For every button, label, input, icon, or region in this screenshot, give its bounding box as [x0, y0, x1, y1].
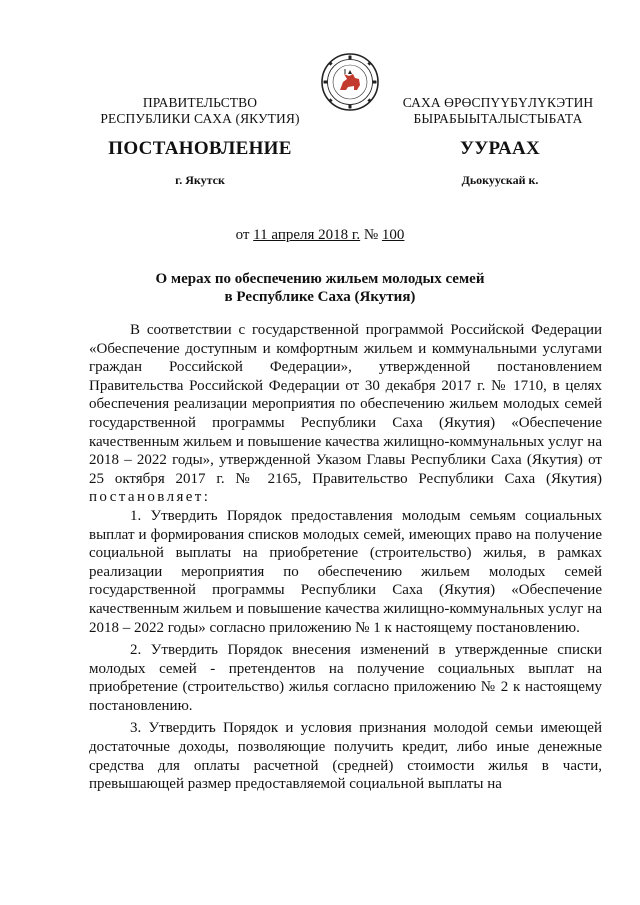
government-name-line2: РЕСПУБЛИКИ САХА (ЯКУТИЯ) [100, 111, 300, 126]
government-name-russian [95, 95, 305, 127]
intro-paragraph [89, 321, 602, 507]
doc-type-sakha: УУРААХ [459, 138, 541, 159]
decree-title-line1: О мерах по обеспечению жильем молодых семей [155, 271, 485, 287]
government-name-sakha-line2: БЫРАБЫЫТАЛЫСТЫБАТА [413, 111, 583, 126]
item-1: 1. Утвердить Порядок предоставления молодым семьям социальных выплат и формирования списков молодых семей, имеющих право на получение социальной выплаты на приобретение (строительство) жилья, в рамках реализации мероприятия по обеспечению жильем молодых семей государственной программы Республики Саха (Якутия) «Обеспечение качественным жильем и повышение качества жилищно-коммунальных услуг на 2018 – 2022 годы» согласно приложению № 1 к настоящему постановлению. [89, 507, 602, 636]
date-prefix: от [235, 227, 250, 243]
intro-text: В соответствии с государственной программой Российской Федерации «Обеспечение доступным и комфортным жильем и коммунальными услугами граждан Российской Федерации», утвержденной постановлением Правительства Российской Федерации от 30 декабря 2017 г. № 1710, в целях обеспечения реализации мероприятия по обеспечению жильем молодых семей государственной программы Республики Саха (Якутия) «Обеспечение качественным жильем и повышение качества жилищно-коммунальных услуг на 2018 – 2022 годы», утвержденной Указом Главы Республики Саха (Якутия) от 25 октября 2017 г. № 2165, Правительство Республики Саха (Якутия) [89, 322, 602, 487]
government-name-sakha [393, 95, 603, 127]
number-prefix: № [363, 227, 379, 243]
decree-body [89, 321, 602, 794]
decree-title [100, 270, 540, 306]
decree-number: 100 [381, 227, 405, 243]
decrees-word: постановляет: [89, 489, 211, 506]
sakha-emblem [320, 52, 380, 112]
city-sakha: Дьокуускай к. [461, 173, 539, 187]
decree-date-line [0, 227, 640, 244]
decree-date: 11 апреля 2018 г. [253, 227, 361, 243]
emblem-icon [320, 52, 380, 112]
decree-title-line2: в Республике Саха (Якутия) [224, 289, 416, 305]
city-russian: г. Якутск [175, 173, 225, 187]
government-name-sakha-line1: САХА ӨРӨСПҮҮБҮЛҮКЭТИН [402, 95, 594, 110]
item-2: 2. Утвердить Порядок внесения изменений в утвержденные списки молодых семей - претендентов на получение социальных выплат на приобретение (строительство) жилья согласно приложению № 2 к настоящему постановлению. [89, 642, 602, 714]
item-3: 3. Утвердить Порядок и условия признания молодой семьи имеющей достаточные доходы, позволяющие получить кредит, либо иные денежные средства для оплаты расчетной (средней) стоимости жилья в части, превышающей размер предоставляемой социальной выплаты на [89, 720, 602, 793]
government-name-line1: ПРАВИТЕЛЬСТВО [142, 95, 258, 110]
doc-type-russian: ПОСТАНОВЛЕНИЕ [108, 138, 292, 159]
